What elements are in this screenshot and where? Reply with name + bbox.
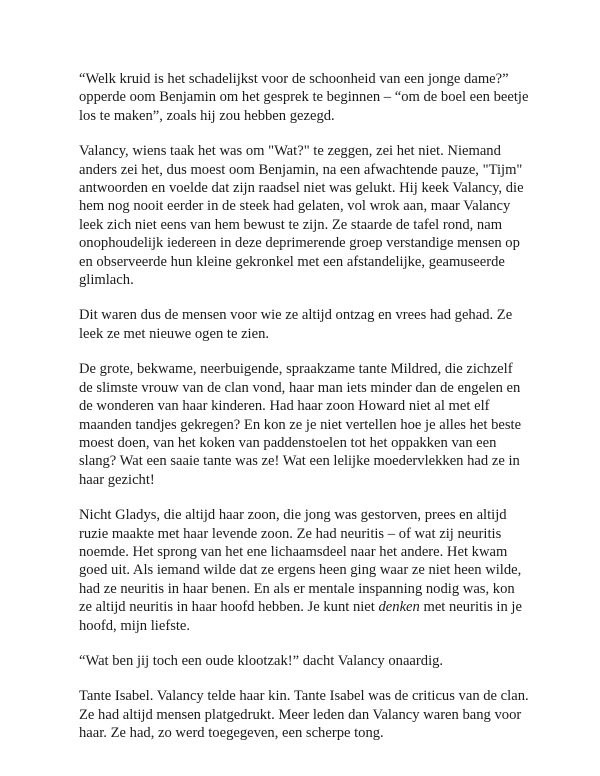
paragraph-5 [79, 506, 529, 635]
paragraph-5-text-after: met neuritis in je hoofd, mijn liefste. [79, 599, 522, 634]
document-page [79, 70, 529, 760]
paragraph-7: Tante Isabel. Valancy telde haar kin. Tante Isabel was de criticus van de clan. Ze had altijd mensen platgedrukt. Meer leden dan Valancy waren bang voor haar. Ze had, zo werd toegegeven, een scherpe tong. [79, 688, 529, 742]
paragraph-6: “Wat ben jij toch een oude klootzak!” dacht Valancy onaardig. [79, 652, 444, 669]
paragraph-5-emphasis: denken [378, 599, 420, 616]
paragraph-4: De grote, bekwame, neerbuigende, spraakzame tante Mildred, die zichzelf de slimste vrouw van de clan vond, haar man iets minder dan de engelen en de wonderen van haar kinderen. Had haar zoon Howard niet al met elf maanden tandjes gekregen? En kon ze je niet vertellen hoe je alles het beste moest doen, van het koken van paddenstoelen tot het oppakken van een slang? Wat een saaie tante was ze! Wat een lelijke moedervlekken had ze in haar gezicht! [79, 361, 522, 488]
paragraph-3: Dit waren dus de mensen voor wie ze altijd ontzag en vrees had gehad. Ze leek ze met nieuwe ogen te zien. [79, 307, 513, 342]
paragraph-2: Valancy, wiens taak het was om "Wat?" te zeggen, zei het niet. Niemand anders zei het, dus moest oom Benjamin, na een afwachtende pauze, "Tijm" antwoorden en voelde dat zijn raadsel niet was gelukt. Hij keek Valancy, die hem nog nooit eerder in de steek had gelaten, vol wrok aan, maar Valancy leek zich niet eens van hem bewust te zijn. Ze staarde de tafel rond, nam onophoudelijk iedereen in deze deprimerende groep verstandige mensen op en observeerde hun kleine gekronkel met een afstandelijke, geamuseerde glimlach. [79, 143, 524, 289]
paragraph-1: “Welk kruid is het schadelijkst voor de schoonheid van een jonge dame?” opperde oom Benjamin om het gesprek te beginnen – “om de boel een beetje los te maken”, zoals hij zou hebben gezegd. [79, 71, 529, 124]
paragraph-5-text-before: Nicht Gladys, die altijd haar zoon, die jong was gestorven, prees en altijd ruzie maakte met haar levende zoon. Ze had neuritis – of wat zij neuritis noemde. Het sprong van het ene lichaamsdeel naar het andere. Het kwam goed uit. Als iemand wilde dat ze ergens heen ging waar ze niet heen wilde, had ze neuritis in haar benen. En als er mentale inspanning nodig was, kon ze altijd neuritis in haar hoofd hebben. Je kunt niet [79, 507, 522, 616]
